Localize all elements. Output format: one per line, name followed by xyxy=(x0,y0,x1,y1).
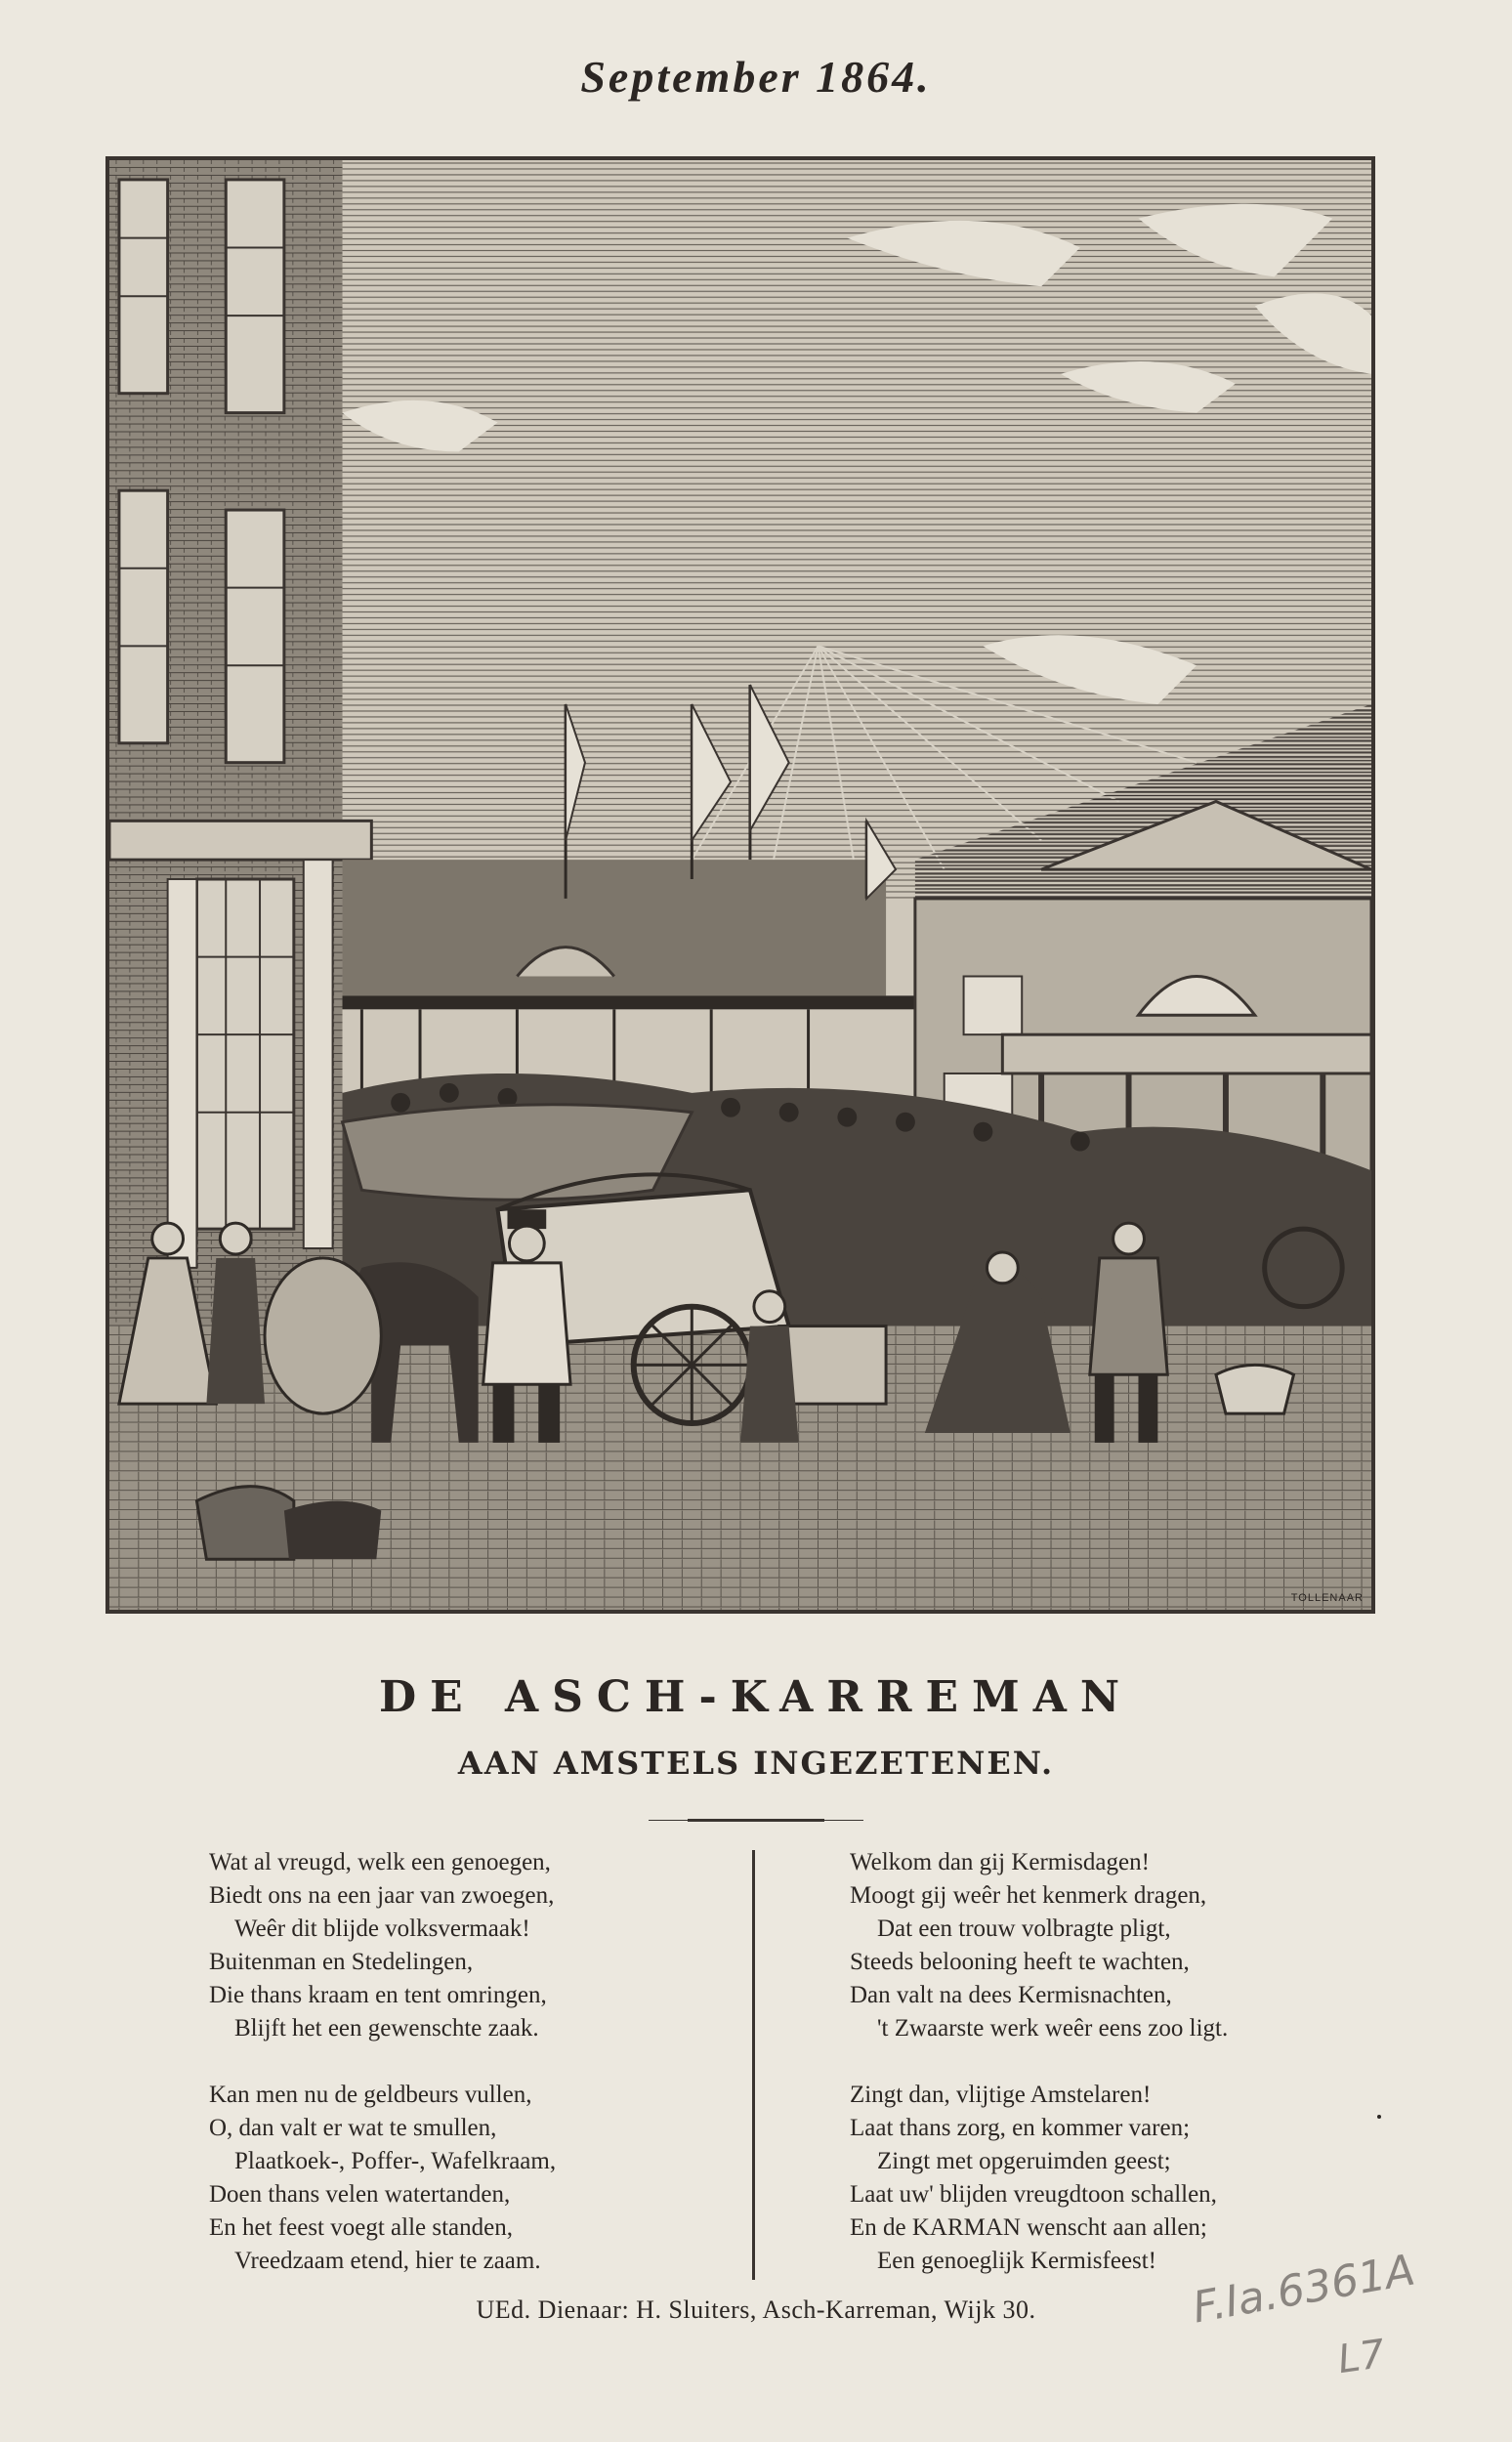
fair-scene-engraving xyxy=(109,160,1371,1610)
poem-right-column xyxy=(850,1846,1397,2311)
verse-line: Moogt gij weêr het kenmerk dragen, xyxy=(850,1882,1207,1909)
stanza xyxy=(209,1846,756,2045)
ink-speck xyxy=(1377,2115,1381,2119)
stanza xyxy=(209,2079,756,2278)
verse-line: Laat thans zorg, en kommer varen; xyxy=(850,2115,1191,2141)
verse-line: Vreedzaam etend, hier te zaam. xyxy=(234,2248,541,2274)
verse-line: Blijft het een gewenschte zaak. xyxy=(234,2015,539,2042)
broadside-title: DE ASCH-KARREMAN xyxy=(378,1672,1134,1722)
verse-line: Zingt met opgeruimden geest; xyxy=(877,2148,1171,2174)
ornamental-rule xyxy=(688,1819,824,1822)
verse-line: Biedt ons na een jaar van zwoegen, xyxy=(209,1882,555,1909)
verse-line: Zingt dan, vlijtige Amstelaren! xyxy=(850,2082,1152,2108)
stanza xyxy=(850,2079,1397,2278)
verse-line: Laat uw' blijden vreugdtoon schallen, xyxy=(850,2181,1217,2208)
column-divider xyxy=(752,1850,755,2280)
archive-number: F.Ia.6361A xyxy=(1189,2245,1419,2334)
archive-sub-number: L7 xyxy=(1335,2331,1388,2383)
verse-line: 't Zwaarste werk weêr eens zoo ligt. xyxy=(877,2015,1229,2042)
date-heading: September 1864. xyxy=(580,52,932,102)
verse-line: Doen thans velen watertanden, xyxy=(209,2181,511,2208)
broadside-subtitle: AAN AMSTELS INGEZETENEN. xyxy=(457,1745,1055,1782)
engraver-signature: TOLLENAAR xyxy=(1290,1592,1364,1604)
verse-line: Die thans kraam en tent omringen, xyxy=(209,1982,547,2008)
woodcut-illustration xyxy=(105,156,1375,1614)
verse-line: Wat al vreugd, welk een genoegen, xyxy=(209,1849,551,1875)
verse-line: Plaatkoek-, Poffer-, Wafelkraam, xyxy=(234,2148,557,2174)
verse-line: Weêr dit blijde volksvermaak! xyxy=(234,1916,530,1942)
verse-line: En het feest voegt alle standen, xyxy=(209,2214,513,2241)
verse-line: Buitenman en Stedelingen, xyxy=(209,1949,474,1975)
portico-roof xyxy=(1002,1034,1371,1074)
verse-line: Welkom dan gij Kermisdagen! xyxy=(850,1849,1150,1875)
tent xyxy=(343,1105,693,1200)
verse-line: Steeds belooning heeft te wachten, xyxy=(850,1949,1190,1975)
verse-line: Kan men nu de geldbeurs vullen, xyxy=(209,2082,532,2108)
verse-line: Dan valt na dees Kermisnachten, xyxy=(850,1982,1172,2008)
archive-pencil-mark xyxy=(1189,2245,1446,2401)
verse-line: O, dan valt er wat te smullen, xyxy=(209,2115,497,2141)
stanza xyxy=(850,1846,1397,2045)
barrel xyxy=(265,1258,381,1413)
poem-left-column xyxy=(209,1846,756,2311)
verse-line: Dat een trouw volbragte pligt, xyxy=(877,1916,1171,1942)
verse-line: En de KARMAN wenscht aan allen; xyxy=(850,2214,1207,2241)
verse-line: Een genoeglijk Kermisfeest! xyxy=(877,2248,1157,2274)
servant-signature-line: UEd. Dienaar: H. Sluiters, Asch-Karreman, Wijk 30. xyxy=(476,2295,1036,2324)
